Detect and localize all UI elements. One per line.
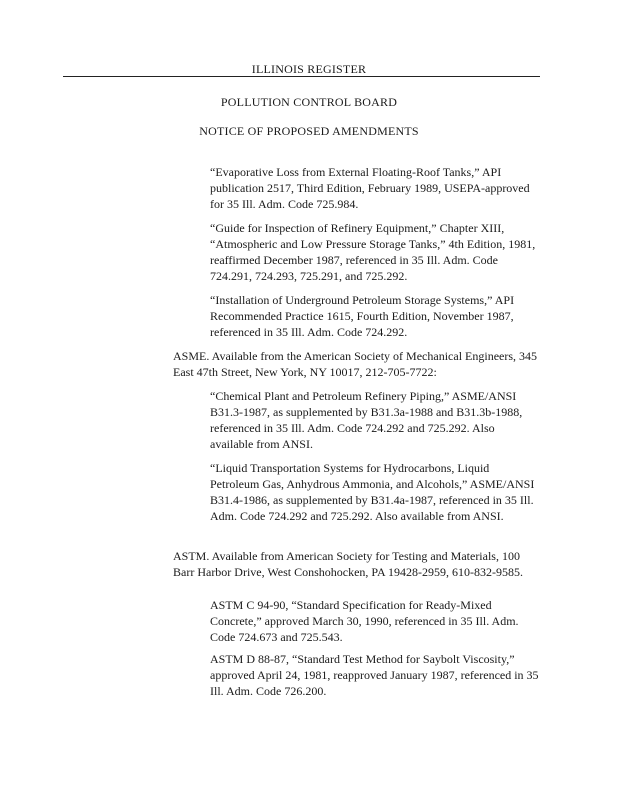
asme-item-liquid-transport: “Liquid Transportation Systems for Hydrocarbons, Liquid Petroleum Gas, Anhydrous Ammonia, and Alcohols,” ASME/ANSI B31.4-1986, as supplemented by B31.4a-1987, referenced in 35 Ill. Adm. Code 724.292 and 725.292. Also available from ANSI.	[210, 461, 535, 523]
astm-item-c94: ASTM C 94-90, “Standard Specification for Ready-Mixed Concrete,” approved March 30, 1990, referenced in 35 Ill. Adm. Code 724.673 and 725.543.	[210, 598, 519, 644]
board-title: POLLUTION CONTROL BOARD	[220, 95, 398, 109]
register-title	[0, 62, 618, 77]
api-item-evaporative-loss: “Evaporative Loss from External Floating-Roof Tanks,” API publication 2517, Third Edition, February 1989, USEPA-approved for 35 Ill. Adm. Code 725.984.	[210, 165, 530, 211]
astm-intro: ASTM. Available from American Society for Testing and Materials, 100 Barr Harbor Drive, West Conshohocken, PA 19428-2959, 610-832-9585.	[173, 549, 523, 579]
asme-intro: ASME. Available from the American Society of Mechanical Engineers, 345 East 47th Street, New York, NY 10017, 212-705-7722:	[173, 349, 538, 379]
register-title-text: ILLINOIS REGISTER	[248, 62, 370, 76]
api-item-underground-storage: “Installation of Underground Petroleum Storage Systems,” API Recommended Practice 1615, Fourth Edition, November 1987, referenced in 35 Ill. Adm. Code 724.292.	[210, 293, 515, 339]
astm-item-d88: ASTM D 88-87, “Standard Test Method for Saybolt Viscosity,” approved April 24, 1981, reapproved January 1987, referenced in 35 Ill. Adm. Code 726.200.	[210, 652, 539, 698]
api-item-refinery-inspection: “Guide for Inspection of Refinery Equipment,” Chapter XIII, “Atmospheric and Low Pressure Storage Tanks,” 4th Edition, 1981, reaffirmed December 1987, referenced in 35 Ill. Adm. Code 724.291, 724.293, 725.291, and 725.292.	[210, 221, 536, 283]
notice-title: NOTICE OF PROPOSED AMENDMENTS	[199, 124, 419, 138]
asme-item-chemical-piping: “Chemical Plant and Petroleum Refinery Piping,” ASME/ANSI B31.3-1987, as supplemented by B31.3a-1988 and B31.3b-1988, referenced in 35 Ill. Adm. Code 724.292 and 725.292. Also available from ANSI.	[210, 389, 523, 451]
